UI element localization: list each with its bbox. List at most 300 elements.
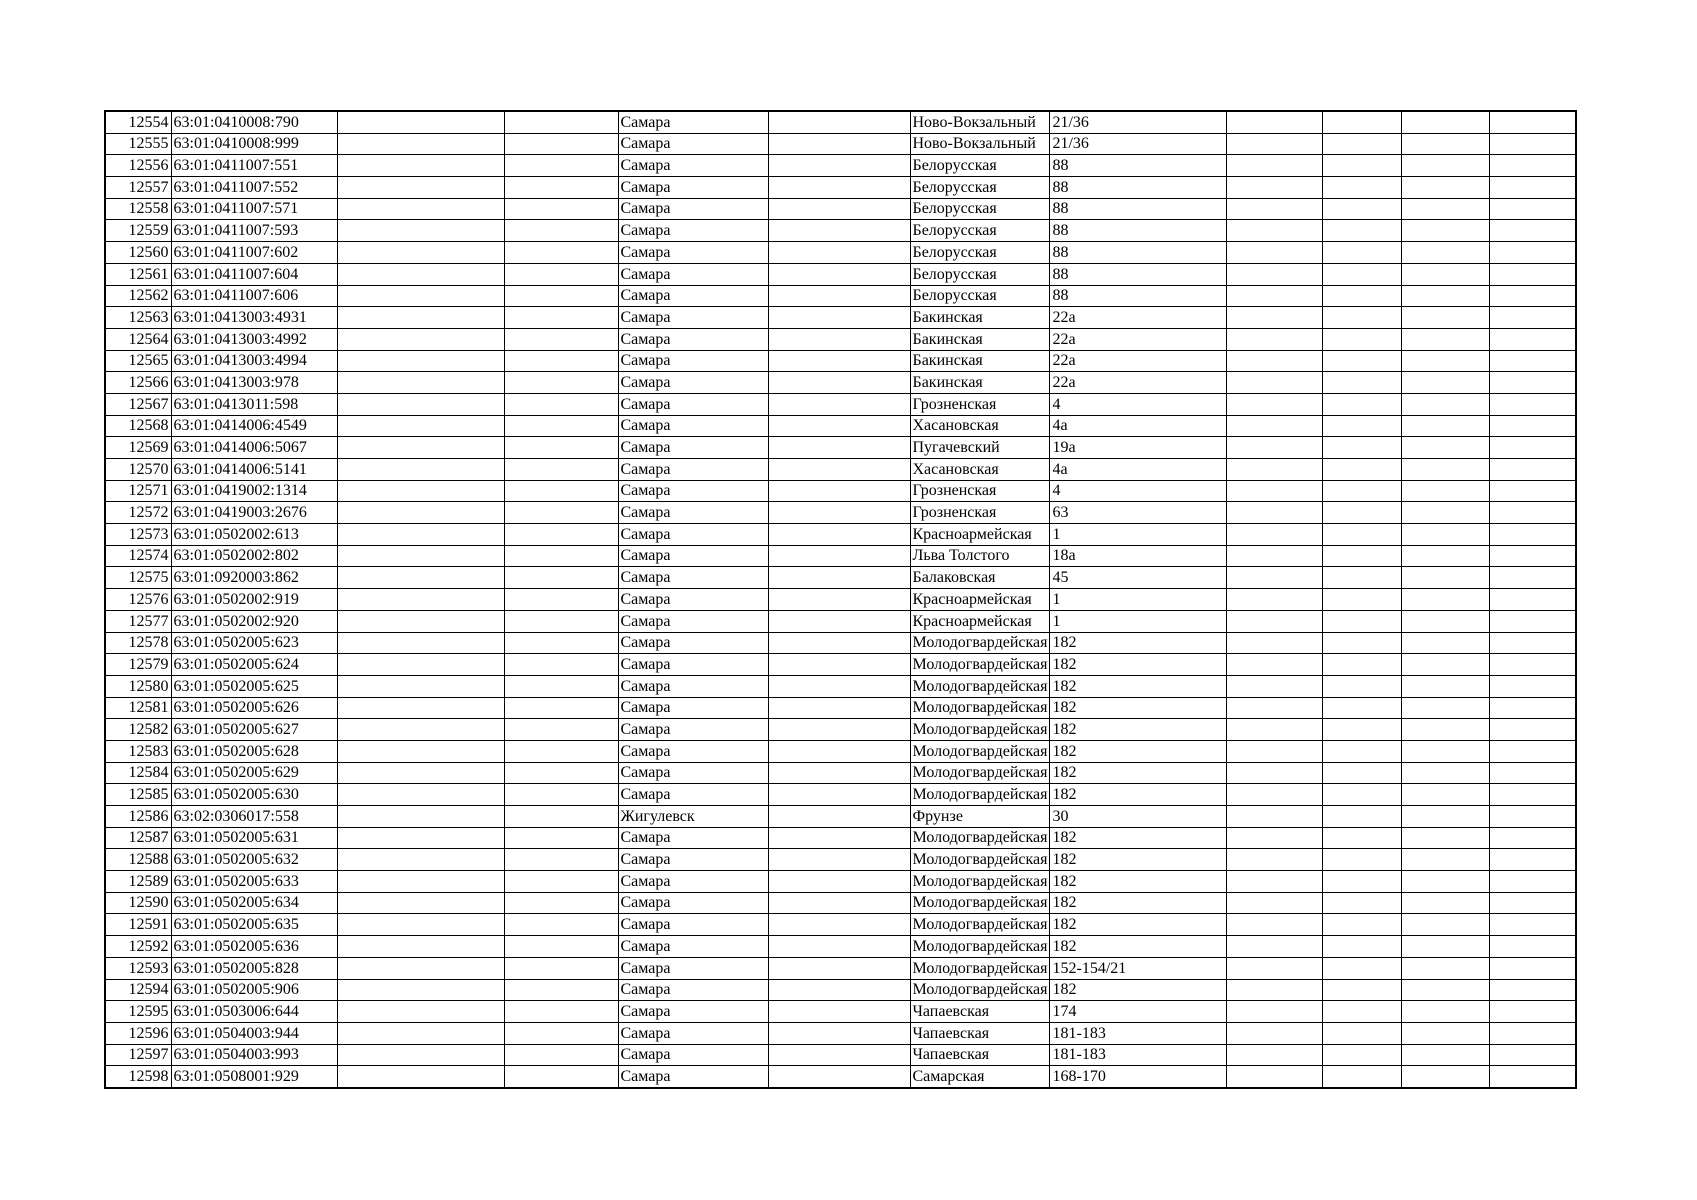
- row-number-cell: 12573: [105, 524, 171, 546]
- empty-cell: [768, 1066, 910, 1088]
- city-cell: Самара: [618, 762, 768, 784]
- empty-cell: [1227, 892, 1323, 914]
- empty-cell: [1227, 437, 1323, 459]
- empty-cell: [1323, 849, 1402, 871]
- house-number-cell: 182: [1050, 892, 1227, 914]
- empty-cell: [1402, 827, 1490, 849]
- city-cell: Самара: [618, 740, 768, 762]
- empty-cell: [504, 480, 618, 502]
- empty-cell: [1402, 242, 1490, 264]
- empty-cell: [768, 177, 910, 199]
- city-cell: Самара: [618, 979, 768, 1001]
- empty-cell: [337, 177, 504, 199]
- city-cell: Самара: [618, 675, 768, 697]
- city-cell: Самара: [618, 1022, 768, 1044]
- city-cell: Самара: [618, 372, 768, 394]
- empty-cell: [337, 220, 504, 242]
- row-number-cell: 12594: [105, 979, 171, 1001]
- cadastral-number-cell: 63:01:0502005:634: [171, 892, 337, 914]
- table-row: [105, 1066, 1576, 1088]
- cadastral-number-cell: 63:01:0502005:633: [171, 871, 337, 893]
- table-row: [105, 1044, 1576, 1066]
- empty-cell: [1227, 740, 1323, 762]
- empty-cell: [768, 1022, 910, 1044]
- empty-cell: [337, 155, 504, 177]
- house-number-cell: 22а: [1050, 328, 1227, 350]
- empty-cell: [1402, 871, 1490, 893]
- empty-cell: [1402, 111, 1490, 133]
- table-row: [105, 719, 1576, 741]
- table-row: [105, 567, 1576, 589]
- city-cell: Самара: [618, 697, 768, 719]
- cadastral-number-cell: 63:01:0502005:632: [171, 849, 337, 871]
- street-cell: Чапаевская: [910, 1001, 1050, 1023]
- empty-cell: [504, 393, 618, 415]
- empty-cell: [1227, 459, 1323, 481]
- empty-cell: [1402, 892, 1490, 914]
- empty-cell: [1227, 979, 1323, 1001]
- empty-cell: [1227, 762, 1323, 784]
- house-number-cell: 88: [1050, 263, 1227, 285]
- empty-cell: [1227, 719, 1323, 741]
- empty-cell: [1227, 675, 1323, 697]
- empty-cell: [504, 285, 618, 307]
- row-number-cell: 12574: [105, 545, 171, 567]
- empty-cell: [1402, 675, 1490, 697]
- city-cell: Самара: [618, 610, 768, 632]
- street-cell: Молодогвардейская: [910, 936, 1050, 958]
- street-cell: Молодогвардейская: [910, 979, 1050, 1001]
- city-cell: Самара: [618, 263, 768, 285]
- empty-cell: [337, 675, 504, 697]
- empty-cell: [1323, 198, 1402, 220]
- empty-cell: [1227, 307, 1323, 329]
- empty-cell: [337, 437, 504, 459]
- empty-cell: [1402, 415, 1490, 437]
- table-row: [105, 111, 1576, 133]
- empty-cell: [1490, 610, 1576, 632]
- row-number-cell: 12561: [105, 263, 171, 285]
- empty-cell: [504, 740, 618, 762]
- empty-cell: [337, 697, 504, 719]
- street-cell: Молодогвардейская: [910, 697, 1050, 719]
- empty-cell: [504, 307, 618, 329]
- street-cell: Молодогвардейская: [910, 957, 1050, 979]
- empty-cell: [1227, 1044, 1323, 1066]
- empty-cell: [1323, 524, 1402, 546]
- empty-cell: [1227, 502, 1323, 524]
- cadastral-number-cell: 63:01:0410008:790: [171, 111, 337, 133]
- cadastral-number-cell: 63:01:0419003:2676: [171, 502, 337, 524]
- empty-cell: [504, 719, 618, 741]
- empty-cell: [1323, 263, 1402, 285]
- empty-cell: [504, 632, 618, 654]
- empty-cell: [1402, 849, 1490, 871]
- table-row: [105, 632, 1576, 654]
- cadastral-number-cell: 63:02:0306017:558: [171, 806, 337, 828]
- empty-cell: [1227, 806, 1323, 828]
- table-row: [105, 957, 1576, 979]
- empty-cell: [1323, 979, 1402, 1001]
- city-cell: Самара: [618, 524, 768, 546]
- city-cell: Самара: [618, 567, 768, 589]
- empty-cell: [337, 957, 504, 979]
- empty-cell: [768, 1001, 910, 1023]
- empty-cell: [337, 263, 504, 285]
- empty-cell: [504, 502, 618, 524]
- empty-cell: [1227, 632, 1323, 654]
- house-number-cell: 168-170: [1050, 1066, 1227, 1088]
- empty-cell: [768, 806, 910, 828]
- city-cell: Самара: [618, 827, 768, 849]
- empty-cell: [337, 285, 504, 307]
- cadastral-number-cell: 63:01:0414006:5141: [171, 459, 337, 481]
- empty-cell: [1227, 654, 1323, 676]
- empty-cell: [1323, 437, 1402, 459]
- street-cell: Чапаевская: [910, 1022, 1050, 1044]
- house-number-cell: 182: [1050, 849, 1227, 871]
- house-number-cell: 22а: [1050, 372, 1227, 394]
- empty-cell: [1227, 610, 1323, 632]
- house-number-cell: 19а: [1050, 437, 1227, 459]
- empty-cell: [504, 220, 618, 242]
- empty-cell: [1490, 524, 1576, 546]
- cadastral-number-cell: 63:01:0502005:631: [171, 827, 337, 849]
- cadastral-number-cell: 63:01:0503006:644: [171, 1001, 337, 1023]
- cadastral-number-cell: 63:01:0502005:630: [171, 784, 337, 806]
- street-cell: Грозненская: [910, 480, 1050, 502]
- empty-cell: [1227, 111, 1323, 133]
- empty-cell: [768, 350, 910, 372]
- empty-cell: [1490, 892, 1576, 914]
- empty-cell: [1490, 567, 1576, 589]
- house-number-cell: 88: [1050, 220, 1227, 242]
- city-cell: Самара: [618, 632, 768, 654]
- table-row: [105, 285, 1576, 307]
- empty-cell: [504, 654, 618, 676]
- empty-cell: [337, 459, 504, 481]
- house-number-cell: 181-183: [1050, 1044, 1227, 1066]
- empty-cell: [768, 936, 910, 958]
- row-number-cell: 12577: [105, 610, 171, 632]
- city-cell: Самара: [618, 654, 768, 676]
- empty-cell: [1490, 263, 1576, 285]
- empty-cell: [504, 177, 618, 199]
- city-cell: Самара: [618, 1066, 768, 1088]
- empty-cell: [504, 155, 618, 177]
- empty-cell: [1490, 784, 1576, 806]
- empty-cell: [504, 979, 618, 1001]
- empty-cell: [1490, 393, 1576, 415]
- empty-cell: [768, 740, 910, 762]
- empty-cell: [768, 892, 910, 914]
- table-row: [105, 784, 1576, 806]
- empty-cell: [1402, 979, 1490, 1001]
- empty-cell: [1227, 697, 1323, 719]
- empty-cell: [337, 871, 504, 893]
- cadastral-number-cell: 63:01:0502005:636: [171, 936, 337, 958]
- empty-cell: [337, 328, 504, 350]
- row-number-cell: 12559: [105, 220, 171, 242]
- empty-cell: [504, 936, 618, 958]
- house-number-cell: 21/36: [1050, 133, 1227, 155]
- house-number-cell: 152-154/21: [1050, 957, 1227, 979]
- city-cell: Самара: [618, 133, 768, 155]
- city-cell: Жигулевск: [618, 806, 768, 828]
- empty-cell: [768, 762, 910, 784]
- empty-cell: [1490, 979, 1576, 1001]
- city-cell: Самара: [618, 936, 768, 958]
- empty-cell: [1402, 1022, 1490, 1044]
- empty-cell: [337, 589, 504, 611]
- cadastral-number-cell: 63:01:0411007:551: [171, 155, 337, 177]
- empty-cell: [1323, 1001, 1402, 1023]
- empty-cell: [504, 1022, 618, 1044]
- city-cell: Самара: [618, 307, 768, 329]
- empty-cell: [1323, 177, 1402, 199]
- table-row: [105, 437, 1576, 459]
- street-cell: Молодогвардейская: [910, 849, 1050, 871]
- empty-cell: [1490, 719, 1576, 741]
- house-number-cell: 182: [1050, 719, 1227, 741]
- house-number-cell: 22а: [1050, 307, 1227, 329]
- table-row: [105, 1022, 1576, 1044]
- empty-cell: [504, 545, 618, 567]
- empty-cell: [1323, 372, 1402, 394]
- empty-cell: [1227, 177, 1323, 199]
- house-number-cell: 22а: [1050, 350, 1227, 372]
- empty-cell: [768, 437, 910, 459]
- empty-cell: [1323, 567, 1402, 589]
- house-number-cell: 18а: [1050, 545, 1227, 567]
- empty-cell: [1227, 393, 1323, 415]
- empty-cell: [1402, 784, 1490, 806]
- cadastral-number-cell: 63:01:0411007:571: [171, 198, 337, 220]
- table-row: [105, 762, 1576, 784]
- house-number-cell: 182: [1050, 762, 1227, 784]
- table-row: [105, 914, 1576, 936]
- empty-cell: [768, 632, 910, 654]
- empty-cell: [1323, 632, 1402, 654]
- empty-cell: [337, 307, 504, 329]
- table-row: [105, 242, 1576, 264]
- house-number-cell: 63: [1050, 502, 1227, 524]
- empty-cell: [1323, 133, 1402, 155]
- empty-cell: [1490, 827, 1576, 849]
- empty-cell: [1323, 502, 1402, 524]
- empty-cell: [1490, 133, 1576, 155]
- city-cell: Самара: [618, 1001, 768, 1023]
- house-number-cell: 30: [1050, 806, 1227, 828]
- empty-cell: [1227, 936, 1323, 958]
- street-cell: Красноармейская: [910, 610, 1050, 632]
- empty-cell: [1402, 350, 1490, 372]
- empty-cell: [1490, 437, 1576, 459]
- empty-cell: [1402, 480, 1490, 502]
- empty-cell: [768, 719, 910, 741]
- empty-cell: [337, 1022, 504, 1044]
- city-cell: Самара: [618, 155, 768, 177]
- empty-cell: [768, 675, 910, 697]
- house-number-cell: 182: [1050, 740, 1227, 762]
- house-number-cell: 4а: [1050, 459, 1227, 481]
- city-cell: Самара: [618, 892, 768, 914]
- empty-cell: [1323, 1022, 1402, 1044]
- empty-cell: [504, 459, 618, 481]
- table-row: [105, 177, 1576, 199]
- empty-cell: [1227, 1066, 1323, 1088]
- empty-cell: [337, 849, 504, 871]
- street-cell: Самарская: [910, 1066, 1050, 1088]
- row-number-cell: 12590: [105, 892, 171, 914]
- city-cell: Самара: [618, 545, 768, 567]
- empty-cell: [337, 545, 504, 567]
- row-number-cell: 12560: [105, 242, 171, 264]
- row-number-cell: 12570: [105, 459, 171, 481]
- row-number-cell: 12567: [105, 393, 171, 415]
- empty-cell: [337, 610, 504, 632]
- row-number-cell: 12578: [105, 632, 171, 654]
- street-cell: Красноармейская: [910, 589, 1050, 611]
- empty-cell: [337, 133, 504, 155]
- house-number-cell: 45: [1050, 567, 1227, 589]
- cadastral-number-cell: 63:01:0414006:5067: [171, 437, 337, 459]
- empty-cell: [1323, 675, 1402, 697]
- cadastral-number-cell: 63:01:0413003:4931: [171, 307, 337, 329]
- table-row: [105, 849, 1576, 871]
- house-number-cell: 4а: [1050, 415, 1227, 437]
- row-number-cell: 12593: [105, 957, 171, 979]
- row-number-cell: 12598: [105, 1066, 171, 1088]
- empty-cell: [1402, 545, 1490, 567]
- street-cell: Молодогвардейская: [910, 654, 1050, 676]
- row-number-cell: 12569: [105, 437, 171, 459]
- empty-cell: [1402, 328, 1490, 350]
- empty-cell: [1490, 675, 1576, 697]
- street-cell: Бакинская: [910, 328, 1050, 350]
- city-cell: Самара: [618, 502, 768, 524]
- table-row: [105, 979, 1576, 1001]
- city-cell: Самара: [618, 871, 768, 893]
- row-number-cell: 12565: [105, 350, 171, 372]
- street-cell: Бакинская: [910, 350, 1050, 372]
- empty-cell: [504, 871, 618, 893]
- empty-cell: [1402, 1001, 1490, 1023]
- table-row: [105, 393, 1576, 415]
- empty-cell: [1323, 393, 1402, 415]
- empty-cell: [1227, 328, 1323, 350]
- city-cell: Самара: [618, 957, 768, 979]
- empty-cell: [504, 589, 618, 611]
- empty-cell: [1490, 155, 1576, 177]
- cadastral-number-cell: 63:01:0502002:919: [171, 589, 337, 611]
- empty-cell: [768, 827, 910, 849]
- empty-cell: [337, 1001, 504, 1023]
- empty-cell: [1402, 762, 1490, 784]
- empty-cell: [337, 393, 504, 415]
- empty-cell: [1323, 719, 1402, 741]
- table-row: [105, 133, 1576, 155]
- empty-cell: [768, 957, 910, 979]
- empty-cell: [1490, 914, 1576, 936]
- cadastral-table: [104, 110, 1577, 1089]
- empty-cell: [1490, 871, 1576, 893]
- street-cell: Белорусская: [910, 242, 1050, 264]
- house-number-cell: 1: [1050, 524, 1227, 546]
- empty-cell: [768, 133, 910, 155]
- table-row: [105, 675, 1576, 697]
- empty-cell: [504, 849, 618, 871]
- house-number-cell: 4: [1050, 393, 1227, 415]
- empty-cell: [1227, 849, 1323, 871]
- row-number-cell: 12571: [105, 480, 171, 502]
- empty-cell: [1323, 871, 1402, 893]
- empty-cell: [768, 654, 910, 676]
- empty-cell: [337, 936, 504, 958]
- city-cell: Самара: [618, 198, 768, 220]
- empty-cell: [1402, 654, 1490, 676]
- table-row: [105, 654, 1576, 676]
- street-cell: Хасановская: [910, 459, 1050, 481]
- row-number-cell: 12558: [105, 198, 171, 220]
- street-cell: Грозненская: [910, 502, 1050, 524]
- empty-cell: [1227, 263, 1323, 285]
- empty-cell: [1402, 220, 1490, 242]
- empty-cell: [1227, 524, 1323, 546]
- row-number-cell: 12584: [105, 762, 171, 784]
- empty-cell: [1323, 827, 1402, 849]
- empty-cell: [1402, 437, 1490, 459]
- street-cell: Красноармейская: [910, 524, 1050, 546]
- table-row: [105, 1001, 1576, 1023]
- empty-cell: [1323, 545, 1402, 567]
- empty-cell: [1490, 762, 1576, 784]
- street-cell: Молодогвардейская: [910, 632, 1050, 654]
- row-number-cell: 12586: [105, 806, 171, 828]
- empty-cell: [1490, 285, 1576, 307]
- street-cell: Белорусская: [910, 263, 1050, 285]
- table-row: [105, 350, 1576, 372]
- empty-cell: [768, 567, 910, 589]
- empty-cell: [337, 914, 504, 936]
- street-cell: Молодогвардейская: [910, 914, 1050, 936]
- cadastral-number-cell: 63:01:0414006:4549: [171, 415, 337, 437]
- street-cell: Пугачевский: [910, 437, 1050, 459]
- empty-cell: [1490, 1001, 1576, 1023]
- cadastral-number-cell: 63:01:0502005:828: [171, 957, 337, 979]
- empty-cell: [768, 307, 910, 329]
- empty-cell: [1227, 242, 1323, 264]
- table-row: [105, 263, 1576, 285]
- empty-cell: [1227, 198, 1323, 220]
- table-row: [105, 936, 1576, 958]
- city-cell: Самара: [618, 220, 768, 242]
- empty-cell: [337, 654, 504, 676]
- empty-cell: [1402, 697, 1490, 719]
- house-number-cell: 182: [1050, 697, 1227, 719]
- city-cell: Самара: [618, 285, 768, 307]
- city-cell: Самара: [618, 784, 768, 806]
- empty-cell: [1227, 372, 1323, 394]
- empty-cell: [1490, 1044, 1576, 1066]
- empty-cell: [768, 589, 910, 611]
- empty-cell: [1227, 133, 1323, 155]
- empty-cell: [1490, 502, 1576, 524]
- empty-cell: [1227, 480, 1323, 502]
- empty-cell: [1490, 415, 1576, 437]
- cadastral-number-cell: 63:01:0502005:623: [171, 632, 337, 654]
- empty-cell: [1490, 350, 1576, 372]
